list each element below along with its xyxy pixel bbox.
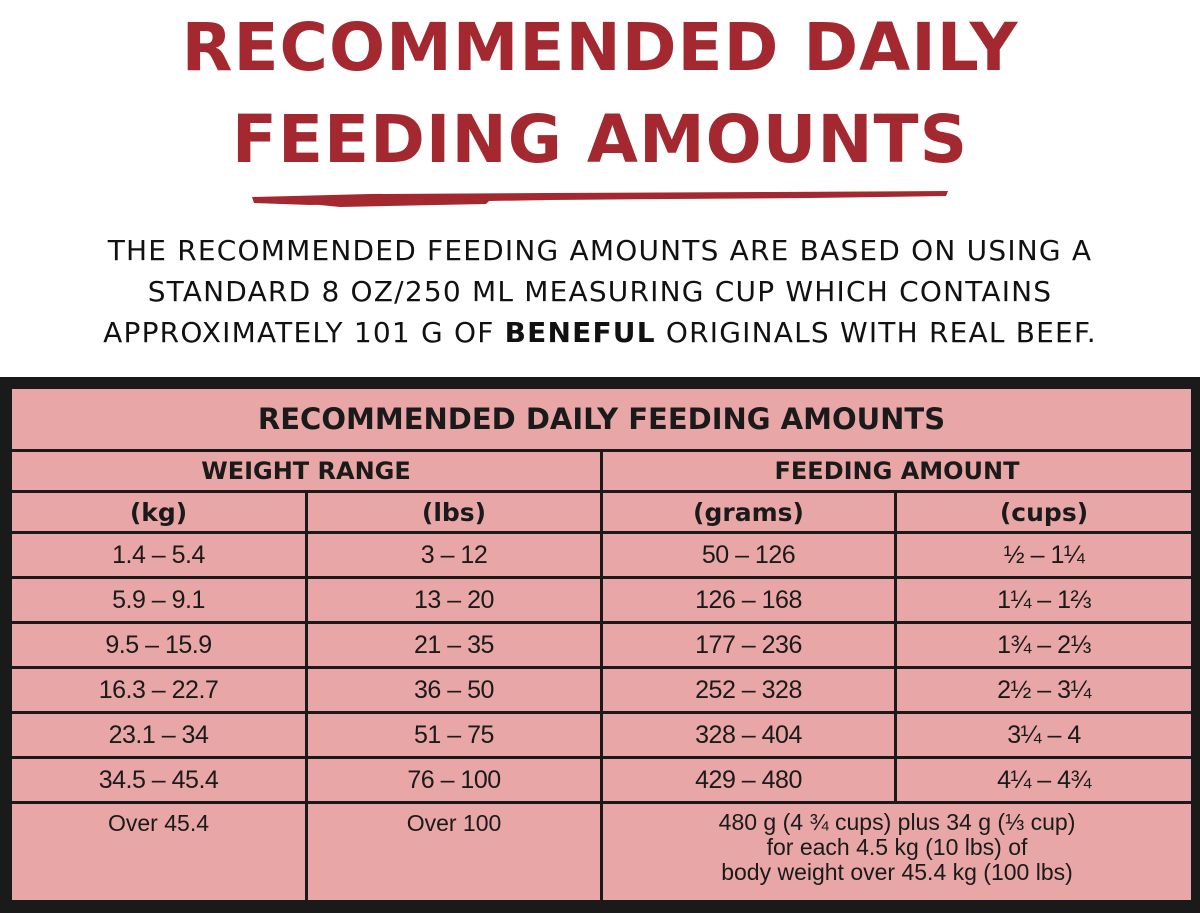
table-row bbox=[11, 533, 1193, 578]
page-title bbox=[0, 2, 1200, 186]
brand-name: BENEFUL bbox=[504, 316, 656, 349]
extra-feeding-note bbox=[602, 803, 1193, 902]
cups-column-header: (cups) bbox=[896, 492, 1193, 533]
intro-line-3-suffix: ORIGINALS WITH REAL BEEF. bbox=[655, 316, 1097, 349]
lbs-cell: 3 – 12 bbox=[307, 533, 602, 578]
cups-cell: 3¼ – 4 bbox=[896, 713, 1193, 758]
weight-range-header: WEIGHT RANGE bbox=[11, 451, 602, 492]
table-row bbox=[11, 623, 1193, 668]
cups-cell: 4¼ – 4¾ bbox=[896, 758, 1193, 803]
feeding-table bbox=[9, 386, 1194, 903]
intro-line-3-prefix: APPROXIMATELY 101 G OF bbox=[103, 316, 505, 349]
lbs-cell: 13 – 20 bbox=[307, 578, 602, 623]
lbs-cell: 36 – 50 bbox=[307, 668, 602, 713]
kg-cell: 34.5 – 45.4 bbox=[11, 758, 307, 803]
lbs-cell: 21 – 35 bbox=[307, 623, 602, 668]
table-row bbox=[11, 713, 1193, 758]
kg-cell: 1.4 – 5.4 bbox=[11, 533, 307, 578]
grams-cell: 50 – 126 bbox=[602, 533, 896, 578]
kg-column-header: (kg) bbox=[11, 492, 307, 533]
lbs-cell: 76 – 100 bbox=[307, 758, 602, 803]
cups-cell: 1¼ – 1⅔ bbox=[896, 578, 1193, 623]
note-line-3: body weight over 45.4 kg (100 lbs) bbox=[721, 859, 1073, 885]
grams-cell: 429 – 480 bbox=[602, 758, 896, 803]
note-line-2: for each 4.5 kg (10 lbs) of bbox=[766, 834, 1028, 860]
kg-cell: 16.3 – 22.7 bbox=[11, 668, 307, 713]
grams-cell: 126 – 168 bbox=[602, 578, 896, 623]
feeding-table-frame bbox=[0, 377, 1200, 913]
intro-line-3 bbox=[0, 312, 1200, 353]
table-row bbox=[11, 668, 1193, 713]
kg-cell: 23.1 – 34 bbox=[11, 713, 307, 758]
table-title: RECOMMENDED DAILY FEEDING AMOUNTS bbox=[11, 388, 1193, 451]
lbs-cell: Over 100 bbox=[307, 803, 602, 902]
lbs-column-header: (lbs) bbox=[307, 492, 602, 533]
cups-cell: 2½ – 3¼ bbox=[896, 668, 1193, 713]
intro-line-1: THE RECOMMENDED FEEDING AMOUNTS ARE BASED ON USING A bbox=[107, 234, 1093, 267]
cups-cell: 1¾ – 2⅓ bbox=[896, 623, 1193, 668]
brush-underline bbox=[250, 188, 950, 210]
lbs-cell: 51 – 75 bbox=[307, 713, 602, 758]
page-title-line-2: FEEDING AMOUNTS bbox=[231, 101, 969, 178]
note-line-1: 480 g (4 ¾ cups) plus 34 g (⅓ cup) bbox=[718, 809, 1076, 835]
grams-column-header: (grams) bbox=[602, 492, 896, 533]
page-title-line-1: RECOMMENDED DAILY bbox=[181, 9, 1019, 86]
kg-cell: 5.9 – 9.1 bbox=[11, 578, 307, 623]
cups-cell: ½ – 1¼ bbox=[896, 533, 1193, 578]
intro-text bbox=[0, 230, 1200, 353]
feeding-amount-header: FEEDING AMOUNT bbox=[602, 451, 1193, 492]
table-row-over-limit bbox=[11, 803, 1193, 902]
kg-cell: Over 45.4 bbox=[11, 803, 307, 902]
table-row bbox=[11, 758, 1193, 803]
table-row bbox=[11, 578, 1193, 623]
kg-cell: 9.5 – 15.9 bbox=[11, 623, 307, 668]
intro-line-2: STANDARD 8 OZ/250 ML MEASURING CUP WHICH CONTAINS bbox=[147, 275, 1053, 308]
grams-cell: 328 – 404 bbox=[602, 713, 896, 758]
grams-cell: 252 – 328 bbox=[602, 668, 896, 713]
grams-cell: 177 – 236 bbox=[602, 623, 896, 668]
